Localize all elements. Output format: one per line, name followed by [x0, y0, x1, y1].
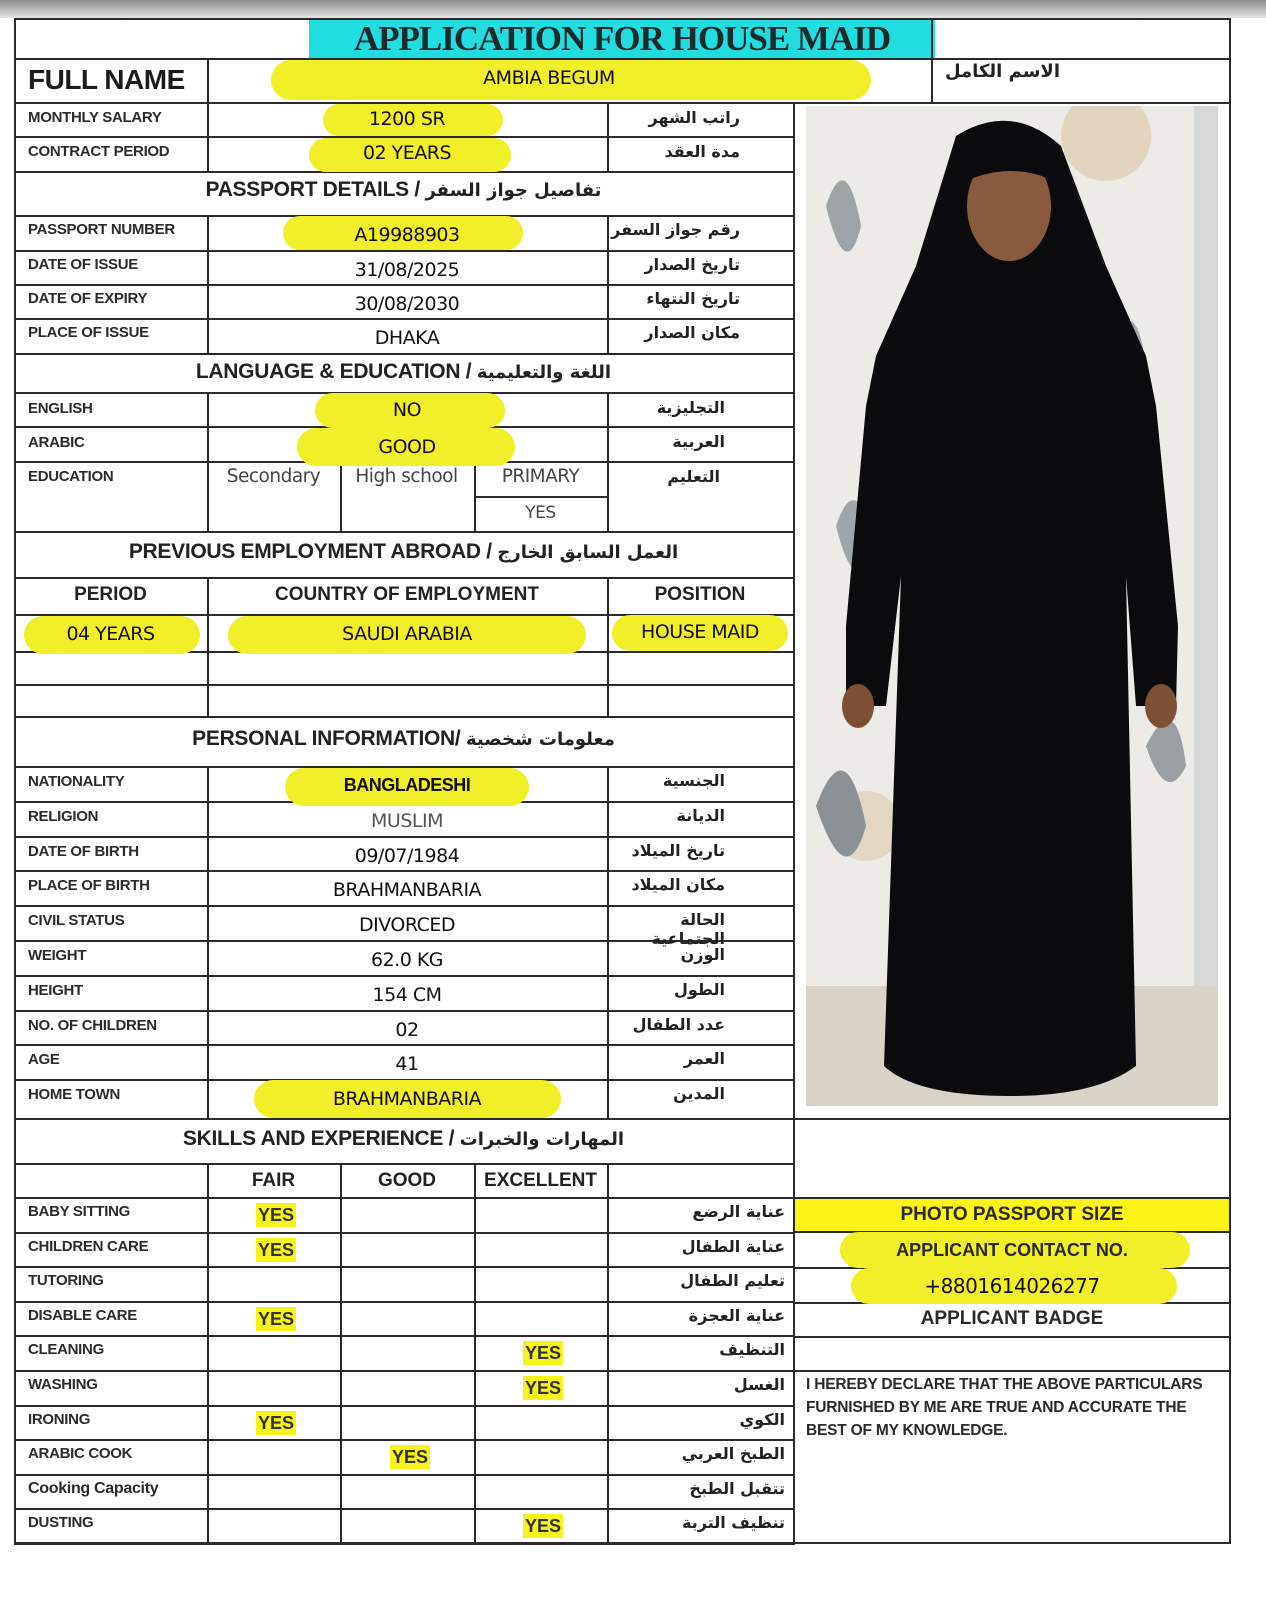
skill-row-label: DISABLE CARE — [28, 1307, 137, 1324]
skill-level-mark: YES — [525, 1378, 562, 1398]
skill-row-ar: عناية الرضع — [692, 1202, 785, 1221]
grid-vline — [931, 18, 933, 102]
passport-row-value: 31/08/2025 — [354, 259, 460, 281]
employment-col-position: POSITION — [654, 584, 746, 605]
personal-row-ar: مكان الميلاد — [631, 875, 725, 894]
personal-row-ar: الطول — [674, 980, 725, 999]
grid-hline — [795, 1118, 1231, 1120]
grid-hline — [14, 284, 795, 286]
grid-hline — [14, 1474, 795, 1476]
language-section-en: LANGUAGE & EDUCATION / — [195, 360, 472, 383]
skill-row-label: Cooking Capacity — [28, 1480, 159, 1497]
full-name-ar: الاسم الكامل — [944, 61, 1060, 82]
skill-level-mark: YES — [258, 1205, 295, 1225]
grid-vline — [607, 215, 609, 353]
employment-section-heading — [14, 540, 793, 564]
contract-period-value: 02 YEARS — [362, 142, 452, 164]
personal-row-ar: تاريخ الميلاد — [631, 841, 725, 860]
skill-row-label: TUTORING — [28, 1272, 104, 1289]
personal-row-label: CIVIL STATUS — [28, 912, 125, 929]
grid-vline — [207, 1163, 209, 1543]
grid-vline — [207, 58, 209, 102]
personal-row-label: RELIGION — [28, 808, 99, 825]
skill-level-mark: YES — [392, 1447, 429, 1467]
monthly-salary-label: MONTHLY SALARY — [28, 109, 162, 126]
employment-col-period: PERIOD — [74, 584, 147, 605]
declaration-text: I HEREBY DECLARE THAT THE ABOVE PARTICULARS FURNISHED BY ME ARE TRUE AND ACCURATE THE BEST OF MY KNOWLEDGE. — [806, 1376, 1203, 1439]
contact-value: +8801614026277 — [924, 1274, 1100, 1298]
skill-level-mark: YES — [258, 1309, 295, 1329]
personal-row-ar: المدين — [673, 1084, 725, 1103]
arabic-value: GOOD — [378, 436, 436, 458]
passport-section-ar: تفاصيل جواز السفر — [425, 180, 602, 201]
grid-hline — [14, 716, 795, 718]
english-ar: التجليزية — [656, 398, 725, 417]
arabic-ar: العربية — [672, 432, 725, 451]
personal-row-label: WEIGHT — [28, 947, 87, 964]
personal-row-value: BRAHMANBARIA — [332, 879, 482, 901]
education-mark: YES — [525, 503, 556, 523]
skill-row-label: CLEANING — [28, 1341, 104, 1358]
skills-section-en: SKILLS AND EXPERIENCE / — [182, 1127, 455, 1150]
grid-hline — [14, 1335, 795, 1337]
skills-col-fair: FAIR — [251, 1170, 296, 1191]
education-option: Secondary — [226, 466, 321, 487]
employment-country-value: SAUDI ARABIA — [342, 623, 472, 645]
arabic-label: ARABIC — [28, 434, 85, 451]
grid-vline — [474, 1163, 476, 1543]
grid-hline — [14, 1301, 795, 1303]
skill-row-label: IRONING — [28, 1411, 91, 1428]
english-value: NO — [392, 399, 422, 421]
personal-row-value: BRAHMANBARIA — [332, 1088, 482, 1110]
personal-row-label: PLACE OF BIRTH — [28, 877, 150, 894]
grid-hline — [14, 1508, 795, 1510]
grid-hline — [14, 684, 795, 686]
language-section-heading — [14, 360, 793, 384]
personal-row-label: AGE — [28, 1051, 60, 1068]
grid-hline — [14, 102, 1231, 104]
personal-row-ar: الحالة الجتماعية — [651, 910, 725, 948]
grid-hline — [14, 1197, 795, 1199]
personal-section-ar: معلومات شخصية — [465, 729, 615, 750]
grid-hline — [795, 1336, 1231, 1338]
grid-hline — [14, 531, 795, 533]
personal-row-value: 154 CM — [372, 984, 442, 1006]
skill-row-label: WASHING — [28, 1376, 98, 1393]
grid-vline — [340, 1163, 342, 1543]
grid-vline — [607, 766, 609, 1118]
personal-row-value: 62.0 KG — [370, 949, 444, 971]
personal-row-value: MUSLIM — [371, 810, 443, 832]
top-shadow — [0, 0, 1266, 18]
passport-row-value: 30/08/2030 — [354, 293, 460, 315]
skill-row-ar: الطبخ العربي — [681, 1444, 785, 1463]
grid-hline — [14, 1439, 795, 1441]
personal-row-value: BANGLADESHI — [343, 775, 471, 795]
grid-hline — [14, 1163, 795, 1165]
skills-section-ar: المهارات والخبرات — [459, 1129, 625, 1150]
language-section-ar: اللغة والتعليمية — [476, 362, 612, 383]
personal-row-ar: العمر — [683, 1049, 725, 1068]
form-title: APPLICATION FOR HOUSE MAID — [353, 19, 891, 58]
passport-row-ar: رقم جواز السفر — [611, 220, 740, 239]
full-name-label: FULL NAME — [28, 64, 185, 95]
skill-row-ar: عناية العجزة — [688, 1306, 785, 1325]
grid-hline — [14, 1232, 795, 1234]
skill-row-ar: عناية الطفال — [681, 1237, 785, 1256]
skill-level-mark: YES — [525, 1343, 562, 1363]
grid-hline — [14, 836, 795, 838]
skill-row-label: BABY SITTING — [28, 1203, 130, 1220]
grid-hline — [14, 1370, 795, 1372]
skill-row-label: DUSTING — [28, 1514, 94, 1531]
grid-vline — [607, 102, 609, 171]
personal-row-label: NO. OF CHILDREN — [28, 1017, 157, 1034]
full-name-value: AMBIA BEGUM — [483, 67, 615, 89]
skills-col-good: GOOD — [377, 1170, 437, 1191]
skills-col-excellent: EXCELLENT — [484, 1170, 597, 1191]
grid-hline — [795, 1370, 1231, 1372]
grid-hline — [14, 250, 795, 252]
passport-row-ar: تاريخ النتهاء — [646, 289, 740, 308]
skill-level-mark: YES — [525, 1516, 562, 1536]
passport-section-en: PASSPORT DETAILS / — [205, 178, 420, 201]
monthly-salary-ar: راتب الشهر — [648, 108, 740, 127]
monthly-salary-value: 1200 SR — [368, 108, 446, 130]
personal-row-label: HEIGHT — [28, 982, 83, 999]
grid-hline — [474, 496, 607, 498]
applicant-photo — [806, 106, 1218, 1106]
skill-row-label: CHILDREN CARE — [28, 1238, 149, 1255]
personal-row-label: DATE OF BIRTH — [28, 843, 139, 860]
personal-section-en: PERSONAL INFORMATION/ — [192, 727, 461, 750]
personal-row-label: NATIONALITY — [28, 773, 125, 790]
grid-hline — [14, 1010, 795, 1012]
personal-row-value: 09/07/1984 — [354, 845, 460, 867]
badge-label: APPLICANT BADGE — [920, 1308, 1104, 1329]
personal-row-value: 41 — [395, 1053, 419, 1075]
passport-row-label: DATE OF ISSUE — [28, 256, 138, 273]
personal-row-ar: الديانة — [676, 806, 725, 825]
grid-hline — [14, 870, 795, 872]
applicant-photo-illustration — [806, 106, 1218, 1106]
photo-caption: PHOTO PASSPORT SIZE — [900, 1204, 1124, 1225]
passport-row-value: DHAKA — [374, 327, 440, 349]
contract-period-ar: مدة العقد — [664, 142, 740, 161]
skills-section-heading — [14, 1127, 793, 1151]
skill-row-ar: التنظيف — [719, 1340, 785, 1359]
personal-row-value: 02 — [395, 1019, 419, 1041]
skill-row-ar: تتقبل الطبخ — [689, 1479, 785, 1498]
contact-label: APPLICANT CONTACT NO. — [896, 1240, 1128, 1260]
grid-hline — [14, 975, 795, 977]
passport-row-ar: مكان الصدار — [644, 323, 740, 342]
education-ar: التعليم — [667, 467, 720, 486]
english-label: ENGLISH — [28, 400, 93, 417]
grid-vline — [607, 392, 609, 531]
grid-hline — [14, 1266, 795, 1268]
grid-hline — [14, 1543, 795, 1545]
skill-level-mark: YES — [258, 1413, 295, 1433]
grid-hline — [14, 1405, 795, 1407]
skill-row-ar: الغسل — [733, 1375, 785, 1394]
personal-row-ar: عدد الطفال — [632, 1015, 725, 1034]
personal-row-ar: الوزن — [680, 945, 725, 964]
education-option: High school — [355, 466, 458, 487]
grid-hline — [14, 1044, 795, 1046]
passport-section-heading — [14, 178, 793, 202]
personal-row-value: DIVORCED — [358, 914, 455, 936]
skill-level-mark: YES — [258, 1240, 295, 1260]
passport-row-label: DATE OF EXPIRY — [28, 290, 148, 307]
personal-row-label: HOME TOWN — [28, 1086, 121, 1103]
passport-row-value: A19988903 — [354, 224, 460, 246]
contract-period-label: CONTRACT PERIOD — [28, 143, 170, 160]
grid-hline — [14, 577, 795, 579]
skill-row-ar: تعليم الطفال — [680, 1271, 785, 1290]
passport-row-label: PASSPORT NUMBER — [28, 221, 175, 238]
employment-section-ar: العمل السابق الخارج — [497, 542, 679, 563]
passport-row-label: PLACE OF ISSUE — [28, 324, 149, 341]
employment-section-en: PREVIOUS EMPLOYMENT ABROAD / — [128, 540, 492, 563]
employment-period-value: 04 YEARS — [66, 623, 155, 645]
education-label: EDUCATION — [28, 468, 114, 485]
skill-row-label: ARABIC COOK — [28, 1445, 133, 1462]
passport-row-ar: تاريخ الصدار — [644, 255, 740, 274]
grid-hline — [14, 905, 795, 907]
skill-row-ar: تنظيف التربة — [682, 1513, 785, 1532]
employment-position-value: HOUSE MAID — [641, 621, 759, 643]
grid-hline — [14, 318, 795, 320]
grid-vline — [607, 1163, 609, 1543]
personal-row-ar: الجنسية — [662, 771, 725, 790]
skill-row-ar: الكوي — [739, 1410, 785, 1429]
employment-col-country: COUNTRY OF EMPLOYMENT — [275, 584, 539, 605]
grid-hline — [14, 353, 795, 355]
grid-hline — [14, 1118, 795, 1120]
personal-section-heading — [14, 727, 793, 751]
education-option: PRIMARY — [501, 466, 580, 487]
